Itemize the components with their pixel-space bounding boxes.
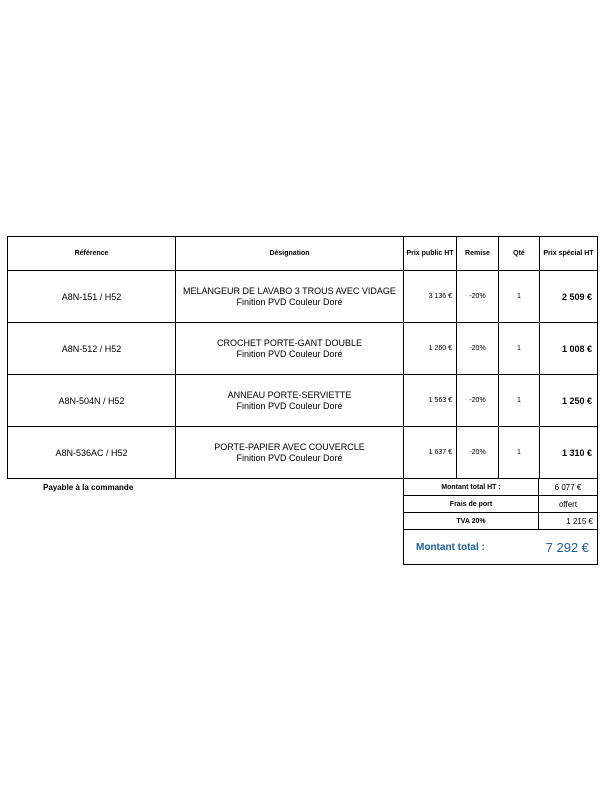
- frais-value: offert: [539, 496, 598, 513]
- row-prix-special: 1 008 €: [540, 323, 598, 375]
- header-reference: Référence: [8, 237, 176, 271]
- table-header-row: [8, 237, 598, 271]
- row-qte: 1: [499, 323, 540, 375]
- designation-finish: Finition PVD Couleur Doré: [236, 452, 343, 463]
- row-remise: -20%: [457, 271, 499, 323]
- row-designation: [176, 271, 404, 323]
- row-prix-public: 1 637 €: [404, 427, 457, 479]
- payment-note: Payable à la commande: [43, 483, 134, 492]
- row-remise: -20%: [457, 323, 499, 375]
- row-reference: A8N-512 / H52: [8, 323, 176, 375]
- designation-title: CROCHET PORTE-GANT DOUBLE: [216, 337, 363, 348]
- tva-label: TVA 20%: [404, 513, 539, 530]
- row-prix-special: 2 509 €: [540, 271, 598, 323]
- designation-title: MELANGEUR DE LAVABO 3 TROUS AVEC VIDAGE: [183, 285, 396, 296]
- frais-label: Frais de port: [404, 496, 539, 513]
- row-prix-special: 1 250 €: [540, 375, 598, 427]
- designation-title: ANNEAU PORTE-SERVIETTE: [227, 389, 352, 400]
- row-remise: -20%: [457, 427, 499, 479]
- header-remise: Remise: [457, 237, 499, 271]
- row-qte: 1: [499, 427, 540, 479]
- row-designation: [176, 323, 404, 375]
- header-qte: Qté: [499, 237, 540, 271]
- totals-row-total: [404, 530, 598, 565]
- row-prix-public: 3 136 €: [404, 271, 457, 323]
- totals-row-frais: [404, 496, 598, 513]
- row-reference: A8N-151 / H52: [8, 271, 176, 323]
- designation-finish: Finition PVD Couleur Doré: [236, 348, 343, 359]
- totals-row-tva: [404, 513, 598, 530]
- header-prix-special: Prix spécial HT: [540, 237, 598, 271]
- row-qte: 1: [499, 375, 540, 427]
- row-prix-public: 1 260 €: [404, 323, 457, 375]
- montant-ht-label: Montant total HT :: [404, 479, 539, 496]
- designation-finish: Finition PVD Couleur Doré: [236, 400, 343, 411]
- row-prix-special: 1 310 €: [540, 427, 598, 479]
- tva-value: 1 215 €: [539, 513, 598, 530]
- row-designation: [176, 375, 404, 427]
- quote-table: [7, 236, 598, 479]
- designation-finish: Finition PVD Couleur Doré: [236, 296, 343, 307]
- designation-title: PORTE-PAPIER AVEC COUVERCLE: [214, 441, 365, 452]
- total-label: Montant total :: [404, 530, 539, 565]
- montant-ht-value: 6 077 €: [539, 479, 598, 496]
- header-prix-public: Prix public HT: [404, 237, 457, 271]
- table-row: [8, 323, 598, 375]
- row-reference: A8N-536AC / H52: [8, 427, 176, 479]
- row-qte: 1: [499, 271, 540, 323]
- total-value: 7 292 €: [539, 530, 598, 565]
- totals-table: [403, 478, 598, 565]
- header-designation: Désignation: [176, 237, 404, 271]
- table-row: [8, 271, 598, 323]
- table-row: [8, 427, 598, 479]
- totals-row-ht: [404, 479, 598, 496]
- table-row: [8, 375, 598, 427]
- row-designation: [176, 427, 404, 479]
- row-prix-public: 1 563 €: [404, 375, 457, 427]
- row-reference: A8N-504N / H52: [8, 375, 176, 427]
- row-remise: -20%: [457, 375, 499, 427]
